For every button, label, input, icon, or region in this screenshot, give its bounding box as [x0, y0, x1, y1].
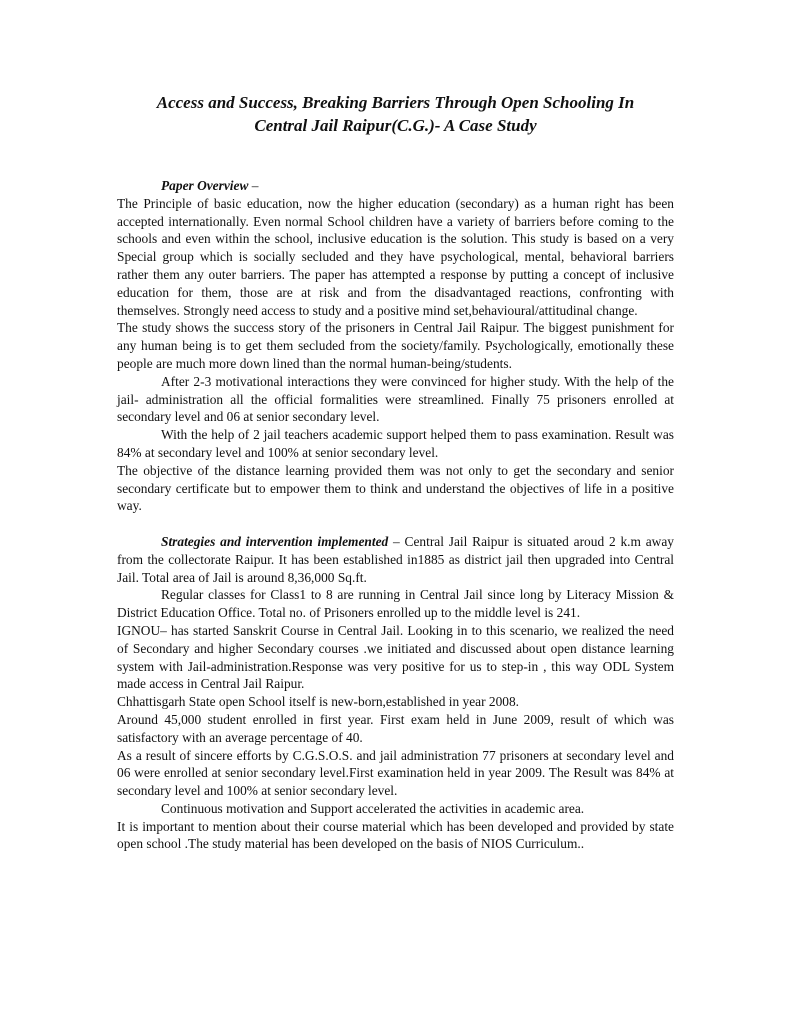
overview-paragraph-3: After 2-3 motivational interactions they were convinced for higher study. With the help of the jail- administration all the official formalities were streamlined. Finally 75 prisoners enrolled at secondary level and 06 at senior secondary level.	[117, 373, 674, 425]
overview-heading-line	[117, 177, 674, 195]
document-title	[117, 91, 674, 137]
strategies-intro-paragraph	[117, 533, 674, 586]
strategies-paragraph-2: IGNOU– has started Sanskrit Course in Central Jail. Looking in to this scenario, we realized the need of Secondary and higher Secondary courses .we initiated and discussed about open distance learning system with Jail-administration.Response was very positive for us to step-in , this way ODL System made access in Central Jail Raipur.	[117, 622, 674, 692]
strategies-paragraph-7: It is important to mention about their course material which has been developed and provided by state open school .The study material has been developed on the basis of NIOS Curriculum..	[117, 818, 674, 852]
overview-paragraph-5: The objective of the distance learning provided them was not only to get the secondary and senior secondary certificate but to empower them to think and understand the objectives of life in a positive way.	[117, 462, 674, 514]
strategies-paragraph-6: Continuous motivation and Support accelerated the activities in academic area.	[161, 800, 585, 816]
overview-dash: –	[248, 178, 259, 193]
strategies-paragraph-1: Regular classes for Class1 to 8 are running in Central Jail since long by Literacy Mission & District Education Office. Total no. of Prisoners enrolled up to the middle level is 241.	[117, 587, 674, 621]
overview-paragraph-2: The study shows the success story of the prisoners in Central Jail Raipur. The biggest punishment for any human being is to get them secluded from the society/family. Psychologically, emotionally these people are much more down lined than the normal human-being/students.	[117, 320, 674, 371]
overview-paragraph-1: The Principle of basic education, now the higher education (secondary) as a human right has been accepted internationally. Even normal School children have a variety of barriers before coming to the schools and even within the school, inclusive education is the solution. This study is based on a very Special group which is socially secluded and they have psychological, mental, behavioral barriers rather them any outer barriers. The paper has attempted a response by putting a concept of inclusive education for them, those are at risk and from the disadvantaged reactions, confronting with themselves. Strongly need access to study and a positive mind set,behavioural/attitudinal change.	[117, 195, 674, 318]
title-line-2: Central Jail Raipur(C.G.)- A Case Study	[254, 116, 537, 135]
overview-heading: Paper Overview	[161, 178, 249, 193]
strategies-heading: Strategies and intervention implemented	[161, 533, 389, 549]
strategies-intro-text: – Central Jail Raipur is situated aroud 2 k.m away from the collectorate Raipur. It has been established in1885 as district jail then upgraded into Central Jail. Total area of Jail is around 8,36,000 Sq.ft.	[117, 533, 674, 585]
strategies-paragraph-3: Chhattisgarh State open School itself is new-born,established in year 2008.	[117, 694, 520, 710]
title-line-1: Access and Success, Breaking Barriers Through Open Schooling In	[156, 93, 635, 112]
strategies-paragraph-4: Around 45,000 student enrolled in first year. First exam held in June 2009, result of which was satisfactory with an average percentage of 40.	[117, 711, 674, 745]
strategies-paragraph-5: As a result of sincere efforts by C.G.S.O.S. and jail administration 77 prisoners at secondary level and 06 were enrolled at senior secondary level.First examination held in year 2009. The Result was 84% at secondary level and 100% at senior secondary level.	[117, 747, 674, 799]
overview-paragraph-4: With the help of 2 jail teachers academic support helped them to pass examination. Result was 84% at secondary level and 100% at senior secondary level.	[117, 427, 674, 460]
